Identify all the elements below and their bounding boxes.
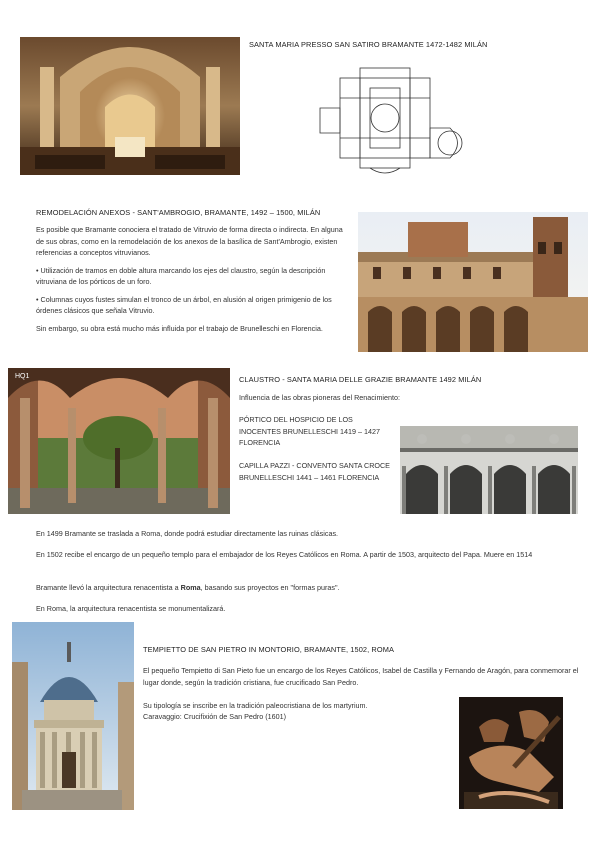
section4-paragraph: El pequeño Tempietto di San Pieto fue un encargo de los Reyes Católicos, Isabel de Castilla y Fernando de Aragón, para conmemorar el lugar donde, según la tradición cristiana, fue crucificado San Pedro. — [143, 666, 579, 687]
photo-label: HQ1 — [15, 373, 30, 380]
roma-text-after: , basando sus proyectos en "formas puras". — [200, 583, 340, 592]
section3-title: CLAUSTRO - SANTA MARIA DELLE GRAZIE BRAMANTE 1492 MILÁN — [239, 375, 482, 384]
section2-paragraph: Sin embargo, su obra está mucho más influida por el trabajo de Brunelleschi en Florencia. — [36, 323, 323, 333]
section3-subtitle: Influencia de las obras pioneras del Renacimiento: — [239, 393, 401, 402]
tempietto-photo — [12, 622, 134, 810]
roma-paragraph: En 1499 Bramante se traslada a Roma, donde podrá estudiar directamente las ruinas clásicas. — [36, 529, 339, 538]
innocenti-portico-photo — [400, 426, 578, 514]
section2-text — [36, 224, 348, 334]
floor-plan-drawing — [310, 58, 470, 178]
section4-paragraph: Caravaggio: Crucifixión de San Pedro (1601) — [143, 712, 287, 721]
roma-paragraph: En Roma, la arquitectura renacentista se monumentalizará. — [36, 604, 226, 613]
influence-item: CAPILLA PAZZI - CONVENTO SANTA CROCE BRUNELLESCHI 1441 – 1461 FLORENCIA — [239, 461, 390, 482]
section2-paragraph: • Utilización de tramos en doble altura marcando los ejes del claustro, según la descripción vitruviana de los pórticos de un foro. — [36, 265, 326, 286]
section2-paragraph: Es posible que Bramante conociera el tratado de Vitruvio de forma directa o indirecta. En alguna de sus obras, como en la remodelación de los anexos de la basílica de Sant'Ambrogio, existen referencias a conceptos vitruvianos. — [36, 225, 343, 257]
cloister-photo — [8, 368, 230, 514]
section4-title: TEMPIETTO DE SAN PIETRO IN MONTORIO, BRAMANTE, 1502, ROMA — [143, 645, 394, 654]
section4-paragraph: Su tipología se inscribe en la tradición paleocristiana de los martyrium. — [143, 701, 368, 710]
section2-paragraph: • Columnas cuyos fustes simulan el tronco de un árbol, en alusión al origen primigenio de los órdenes clásicos que señala Vitruvio. — [36, 294, 332, 315]
section1-title: SANTA MARIA PRESSO SAN SATIRO BRAMANTE 1472-1482 MILÁN — [249, 40, 488, 49]
santambrogio-photo — [358, 212, 588, 352]
roma-text-before: Bramante llevó la arquitectura renacentista a — [36, 583, 181, 592]
roma-paragraph: En 1502 recibe el encargo de un pequeño templo para el embajador de los Reyes Católicos en Roma. A partir de 1503, arquitecto del Papa. Muere en 1514 — [36, 550, 533, 559]
church-interior-photo — [20, 37, 240, 175]
section2-title: REMODELACIÓN ANEXOS - SANT'AMBROGIO, BRAMANTE, 1492 – 1500, MILÁN — [36, 208, 321, 217]
roma-paragraph-formas-puras — [36, 582, 576, 594]
influence-item: PÓRTICO DEL HOSPICIO DE LOS INOCENTES BRUNELLESCHI 1419 – 1427 FLORENCIA — [239, 415, 381, 447]
roma-bold-word: Roma — [180, 583, 201, 592]
caravaggio-painting — [459, 697, 563, 809]
